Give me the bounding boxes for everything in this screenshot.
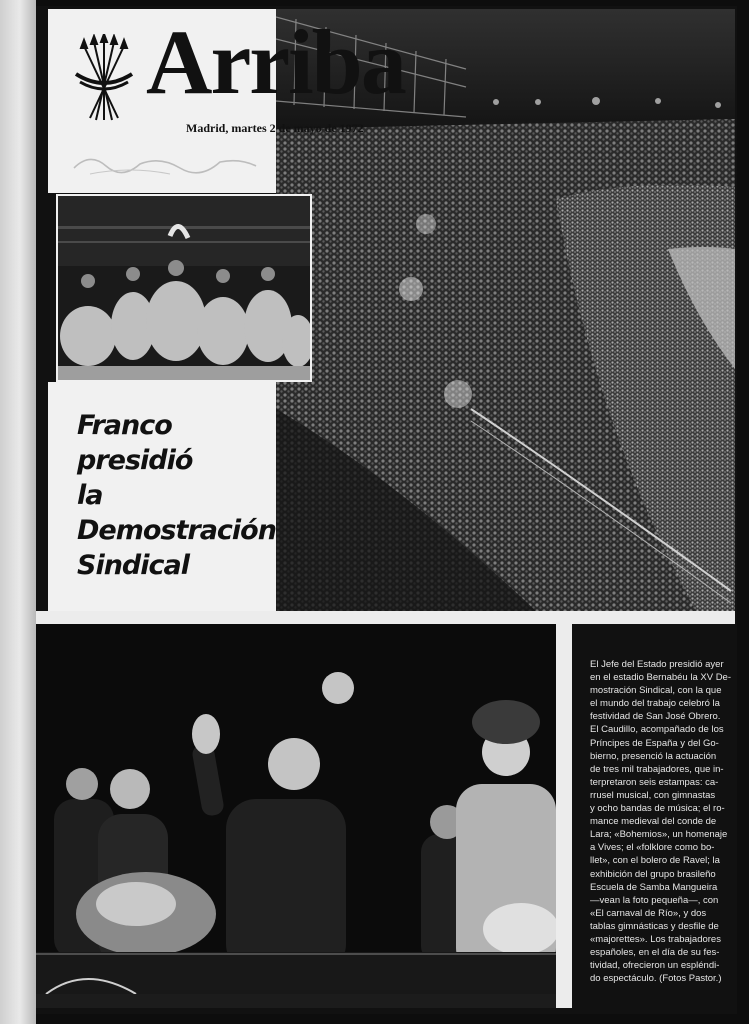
caption-line: terpretaron seis estampas: ca- [590, 776, 719, 788]
caption-line: Príncipes de España y del Go- [590, 737, 719, 749]
caption-line: a Vives; el «folklore como bo- [590, 842, 715, 854]
caption-line: do espectáculo. (Fotos Pastor.) [590, 973, 722, 985]
headline [77, 408, 276, 583]
caption-line: el mundo del trabajo celebró la [590, 698, 720, 710]
headline-line: Sindical [77, 550, 189, 581]
officials-balcony-photo [36, 624, 556, 994]
caption-line: exhibición del grupo brasileño [590, 868, 716, 880]
caption-line: rrusel musical, con gimnastas [590, 789, 716, 801]
caption-line: de tres mil trabajadores, que in- [590, 763, 724, 775]
caption-line: españoles, en el día de su fes- [590, 947, 720, 959]
caption-line: bierno, presenció la actuación [590, 750, 717, 762]
bottom-strip [36, 994, 556, 1008]
caption-line: llet», con el bolero de Ravel; la [590, 855, 720, 867]
caption-line: tablas gimnásticas y desfile de [590, 920, 719, 932]
caption-line: El Jefe del Estado presidió ayer [590, 659, 724, 670]
handwritten-stamp [70, 146, 260, 180]
caption-line: Escuela de Samba Mangueira [590, 881, 718, 893]
caption-line: El Caudillo, acompañado de los [590, 724, 724, 736]
caption-line: mance medieval del conde de [590, 816, 717, 828]
caption-line: tividad, ofrecieron un espléndi- [590, 960, 720, 972]
section-divider [36, 611, 735, 624]
photo-caption [590, 658, 738, 985]
headline-line: Franco [77, 410, 172, 441]
caption-line: —vean la foto pequeña—, con [590, 894, 719, 906]
yoke-and-arrows-emblem [72, 34, 136, 124]
headline-line: presidió [77, 445, 193, 476]
dateline: Madrid, martes 2 de mayo de 1972 [186, 121, 364, 135]
headline-line: la [77, 480, 103, 511]
caption-line: «majorettes». Los trabajadores [590, 933, 721, 945]
caption-line: y ocho bandas de música; el ro- [590, 803, 725, 815]
caption-line: en el estadio Bernabéu la XV De- [590, 672, 732, 684]
caption-line: Lara; «Bohemios», un homenaje [590, 829, 728, 841]
samba-dancers-photo [58, 196, 310, 380]
book-binding [0, 0, 36, 1024]
newspaper-title: Arriba [146, 11, 405, 113]
column-gutter [556, 624, 572, 1008]
caption-line: «El carnaval de Río», y dos [590, 907, 707, 919]
caption-line: festividad de San José Obrero. [590, 711, 721, 723]
caption-line: mostración Sindical, con la que [590, 685, 722, 697]
headline-line: Demostración [77, 515, 276, 546]
